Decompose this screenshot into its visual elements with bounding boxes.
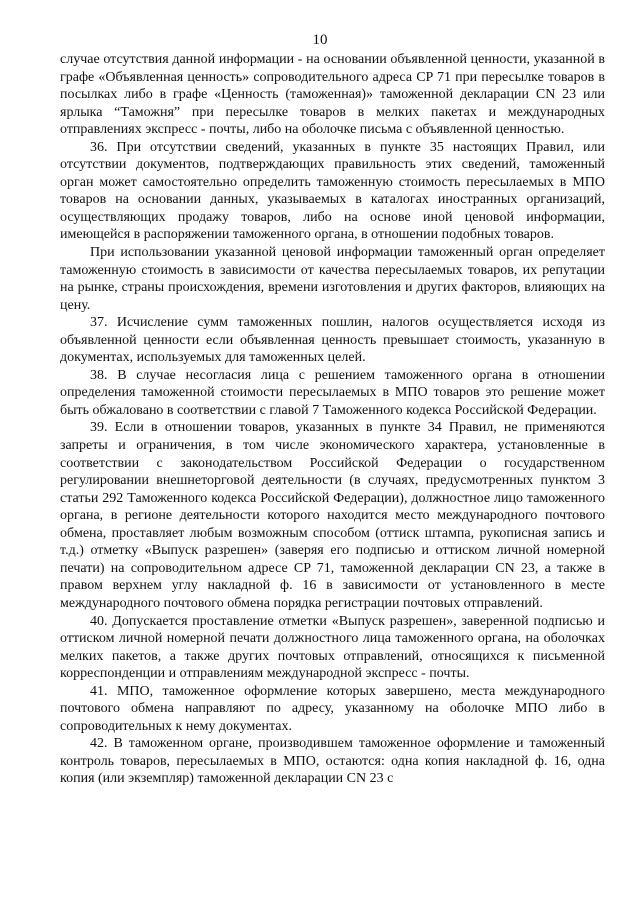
paragraph-36-continuation: При использовании указанной ценовой информации таможенный орган определяет таможенную стоимость в зависимости от качества пересылаемых товаров, их репутации на рынке, страны происхождения, времени изготовления и других факторов, влияющих на цену. bbox=[60, 245, 605, 313]
paragraph-41: 41. МПО, таможенное оформление которых завершено, места международного почтового обмена направляют по адресу, указанному на оболочке МПО либо в сопроводительных к нему документах. bbox=[60, 683, 605, 734]
page-number: 10 bbox=[312, 32, 328, 48]
paragraph-42: 42. В таможенном органе, производившем таможенное оформление и таможенный контроль товаров, пересылаемых в МПО, остаются: одна копия накладной ф. 16, одна копия (или экземпляр) таможенной декларации CN 23 с bbox=[60, 736, 605, 787]
paragraph-38: 38. В случае несогласия лица с решением таможенного органа в отношении определения таможенной стоимости пересылаемых в МПО товаров это решение может быть обжаловано в соответствии с главой 7 Таможенного кодекса Российской Федерации. bbox=[60, 367, 605, 418]
paragraph-36: 36. При отсутствии сведений, указанных в пункте 35 настоящих Правил, или отсутствии документов, подтверждающих правильность этих сведений, таможенный орган может самостоятельно определить таможенную стоимость пересылаемых в МПО товаров на основании данных, указываемых в каталогах иностранных организаций, осуществляющих продажу товаров, либо на основе иной ценовой информации, имеющейся в распоряжении таможенного органа, в отношении подобных товаров. bbox=[60, 139, 605, 243]
paragraph-39: 39. Если в отношении товаров, указанных в пункте 34 Правил, не применяются запреты и ограничения, в том числе экономического характера, установленные в соответствии с законодательством Российской Федерации о государственном регулировании внешнеторговой деятельности (в случаях, предусмотренных пунктом 3 статьи 292 Таможенного кодекса Российской Федерации), должностное лицо таможенного органа, в регионе деятельности которого находится место международного почтового обмена, проставляет любым возможным способом (оттиск штампа, рукописная запись и т.д.) отметку «Выпуск разрешен» (заверяя его подписью и оттиском личной номерной печати) на сопроводительном адресе CP 71, таможенной декларации CN 23, а также в правом верхнем углу накладной ф. 16 в зависимости от установленного в месте международного почтового обмена порядка регистрации почтовых отправлений. bbox=[60, 420, 605, 611]
paragraph-continuation: случае отсутствия данной информации - на основании объявленной ценности, указанной в графе «Объявленная ценность» сопроводительного адреса CP 71 при пересылке товаров в посылках либо в графе «Ценность (таможенная)» таможенной декларации CN 23 или ярлыка “Таможня” при пересылке товаров в мелких пакетах и международных отправлениях экспресс - почты, либо на оболочке письма с объявленной ценностью. bbox=[60, 52, 605, 138]
document-body bbox=[60, 51, 605, 788]
paragraph-37: 37. Исчисление сумм таможенных пошлин, налогов осуществляется исходя из объявленной ценности если объявленная ценность превышает стоимость, указанную в документах, используемых для таможенных целей. bbox=[60, 315, 605, 366]
paragraph-40: 40. Допускается проставление отметки «Выпуск разрешен», заверенной подписью и оттиском личной номерной печати должностного лица таможенного органа, на оболочках мелких пакетов, а также других почтовых отправлений, относящихся к письменной корреспонденции и отправлениям международной экспресс - почты. bbox=[60, 613, 605, 682]
